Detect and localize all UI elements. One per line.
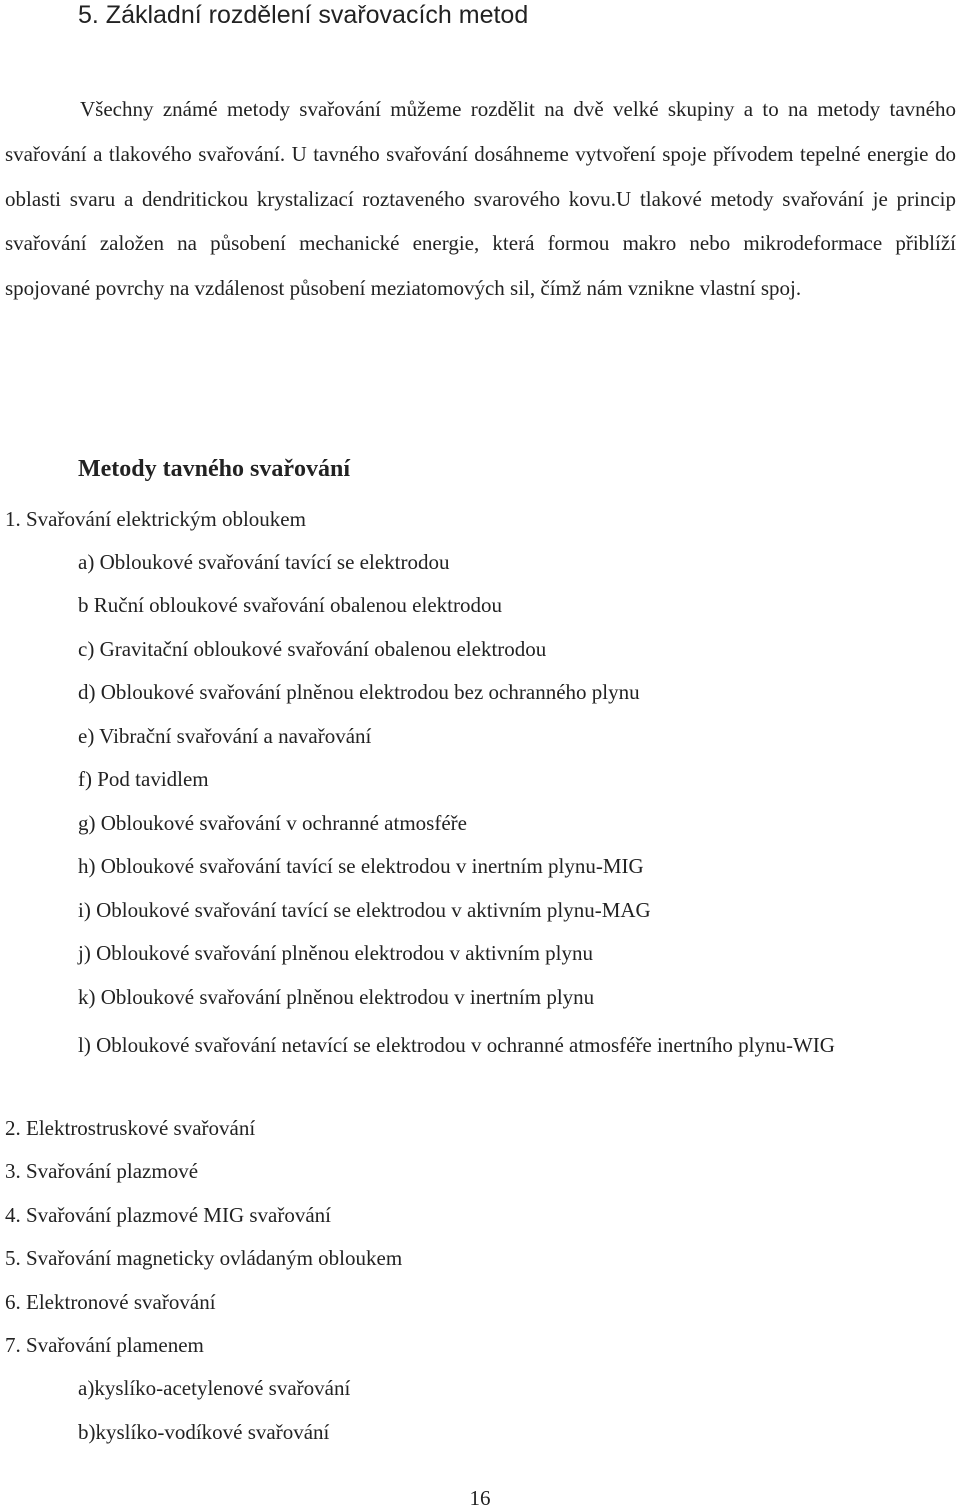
arc-subitem-b: b Ruční obloukové svařování obalenou elektrodou	[78, 593, 502, 617]
flame-subitem-b: b)kyslíko-vodíkové svařování	[78, 1420, 330, 1444]
method-item-6: 6. Elektronové svařování	[5, 1290, 216, 1314]
section-heading: 5. Základní rozdělení svařovacích metod	[78, 1, 529, 29]
arc-subitem-h: h) Obloukové svařování tavící se elektrodou v inertním plynu-MIG	[78, 854, 644, 878]
arc-subitem-i: i) Obloukové svařování tavící se elektrodou v aktivním plynu-MAG	[78, 898, 651, 922]
arc-subitem-l: l) Obloukové svařování netavící se elektrodou v ochranné atmosféře inertního plynu-WIG	[78, 1033, 835, 1057]
arc-subitem-g: g) Obloukové svařování v ochranné atmosféře	[78, 811, 467, 835]
method-item-2: 2. Elektrostruskové svařování	[5, 1116, 256, 1140]
intro-paragraph: Všechny známé metody svařování můžeme rozdělit na dvě velké skupiny a to na metody tavného svařování a tlakového svařování. U tavného svařování dosáhneme vytvoření spoje přívodem tepelné energie do oblasti svaru a dendritickou krystalizací roztaveného svarového kovu.U tlakové metody svařování je princip svařování založen na působení mechanické energie, která formou makro nebo mikrodeformace přiblíží spojované povrchy na vzdálenost působení meziatomových sil, čímž nám vznikne vlastní spoj.	[5, 97, 956, 301]
arc-subitem-k: k) Obloukové svařování plněnou elektrodou v inertním plynu	[78, 985, 595, 1009]
method-item-3: 3. Svařování plazmové	[5, 1159, 199, 1183]
arc-subitem-c: c) Gravitační obloukové svařování obalenou elektrodou	[78, 637, 547, 661]
arc-subitem-e: e) Vibrační svařování a navařování	[78, 724, 372, 748]
arc-subitem-f: f) Pod tavidlem	[78, 767, 209, 791]
flame-subitem-a: a)kyslíko-acetylenové svařování	[78, 1376, 351, 1400]
method-item-1: 1. Svařování elektrickým obloukem	[5, 507, 306, 531]
method-item-5: 5. Svařování magneticky ovládaným obloukem	[5, 1246, 403, 1270]
arc-subitem-a: a) Obloukové svařování tavící se elektrodou	[78, 550, 450, 574]
arc-subitem-d: d) Obloukové svařování plněnou elektrodou bez ochranného plynu	[78, 680, 640, 704]
arc-subitem-j: j) Obloukové svařování plněnou elektrodou v aktivním plynu	[78, 941, 593, 965]
page-number: 16	[469, 1486, 491, 1510]
subheading-fusion-methods: Metody tavného svařování	[78, 456, 350, 482]
method-item-4: 4. Svařování plazmové MIG svařování	[5, 1203, 332, 1227]
method-item-7: 7. Svařování plamenem	[5, 1333, 204, 1357]
